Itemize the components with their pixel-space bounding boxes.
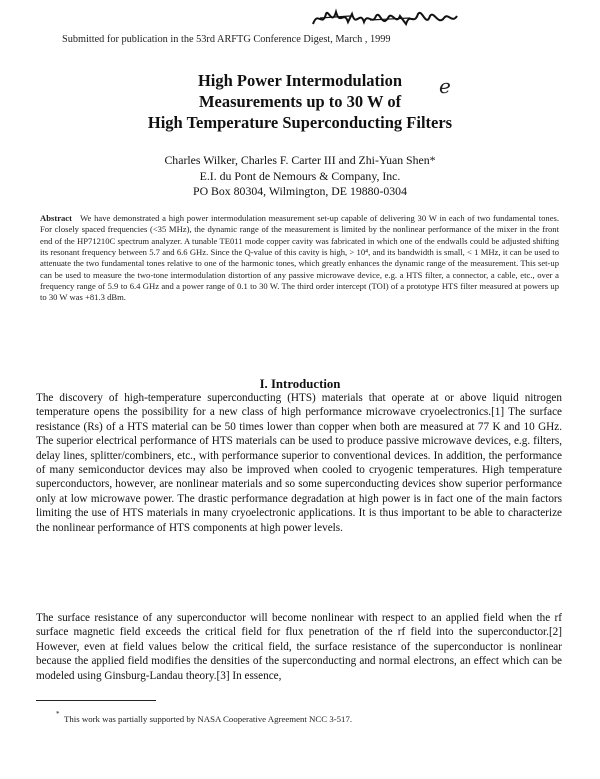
author-address: PO Box 80304, Wilmington, DE 19880-0304	[193, 184, 407, 198]
abstract-text: We have demonstrated a high power intermodulation measurement set-up capable of delivering 30 W in each of two fundamental tones. For closely spaced frequencies (<35 MHz), the dynamic range of the measurement is limited by the nonlinear performance of the mixer in the front end of the HP71210C spectrum analyzer. A tunable TE011 mode copper cavity was fabricated in which one of the endwalls could be adjusted shifting its resonant frequency between 5.7 and 6.6 GHz. Since the Q-value of this cavity is high, > 10⁴, and its bandwidth is small, < 1 MHz, it can be used to attenuate the two fundamental tones relative to one of the harmonic tones, which greatly enhances the dynamic range of the measurement. This set-up can be used to measure the two-tone intermodulation distortion of any passive microwave device, e.g. a HTS filter, a connector, a cable, etc., over a frequency range of 5.9 to 6.4 GHz and a power range of 0.1 to 30 W. The third order intercept (TOI) of a prototype HTS filter measured at powers up to 30 W was +81.3 dBm.	[40, 213, 559, 303]
intro-paragraph-1: The discovery of high-temperature superconducting (HTS) materials that operate at or above liquid nitrogen temperature opens the possibility for a new class of high performance microwave cryoelectronics.[1] The surface resistance (Rs) of a HTS material can be 50 times lower than copper when both are measured at 77 K and 10 GHz. The superior electrical performance of HTS materials can be used to produce passive microwave devices, e.g. filters, delay lines, splitter/combiners, etc., with performance superior to conventional devices. In addition, the performance of many semiconductor devices may also be improved when cooled to cryogenic temperatures. High temperature superconductors, however, are nonlinear materials and so some superconducting devices show superior performance only at low microwave power. The drastic performance degradation at high power is in fact one of the main factors limiting the use of HTS materials in many cryoelectronic applications. It is thus important to be able to characterize the nonlinear performance of HTS components at high power levels.	[36, 392, 562, 534]
footnote-text: This work was partially supported by NASA Cooperative Agreement NCC 3-517.	[64, 714, 353, 724]
author-names: Charles Wilker, Charles F. Carter III and Zhi-Yuan Shen*	[164, 153, 436, 167]
paper-title	[0, 70, 600, 133]
author-block	[0, 153, 600, 200]
footnote-marker: *	[56, 710, 60, 718]
title-line-2: Measurements up to 30 W of	[198, 92, 402, 111]
intro-paragraph-2: The surface resistance of any superconductor will become nonlinear with respect to an applied field when the rf surface magnetic field exceeds the critical field for flux penetration of the rf field into the superconductor.[2] However, even at field values below the critical field, the surface resistance of the superconductor is nonlinear because the applied field modifies the densities of the superconducting and normal electrons, an effect which can be modeled using Ginsburg-Landau theory.[3] In essence,	[36, 612, 562, 682]
abstract-label: Abstract	[40, 213, 72, 223]
handwritten-signature	[310, 6, 460, 34]
author-affiliation: E.I. du Pont de Nemours & Company, Inc.	[199, 168, 401, 183]
submission-line: Submitted for publication in the 53rd ARFTG Conference Digest, March , 1999	[62, 34, 391, 45]
section-heading: I. Introduction	[259, 377, 341, 391]
title-line-3: High Temperature Superconducting Filters	[147, 113, 453, 132]
handwritten-e-mark	[437, 76, 463, 98]
svg-text:e: e	[439, 76, 451, 98]
footnote-divider	[36, 700, 156, 701]
title-line-1: High Power Intermodulation	[197, 71, 403, 90]
abstract	[40, 213, 559, 304]
